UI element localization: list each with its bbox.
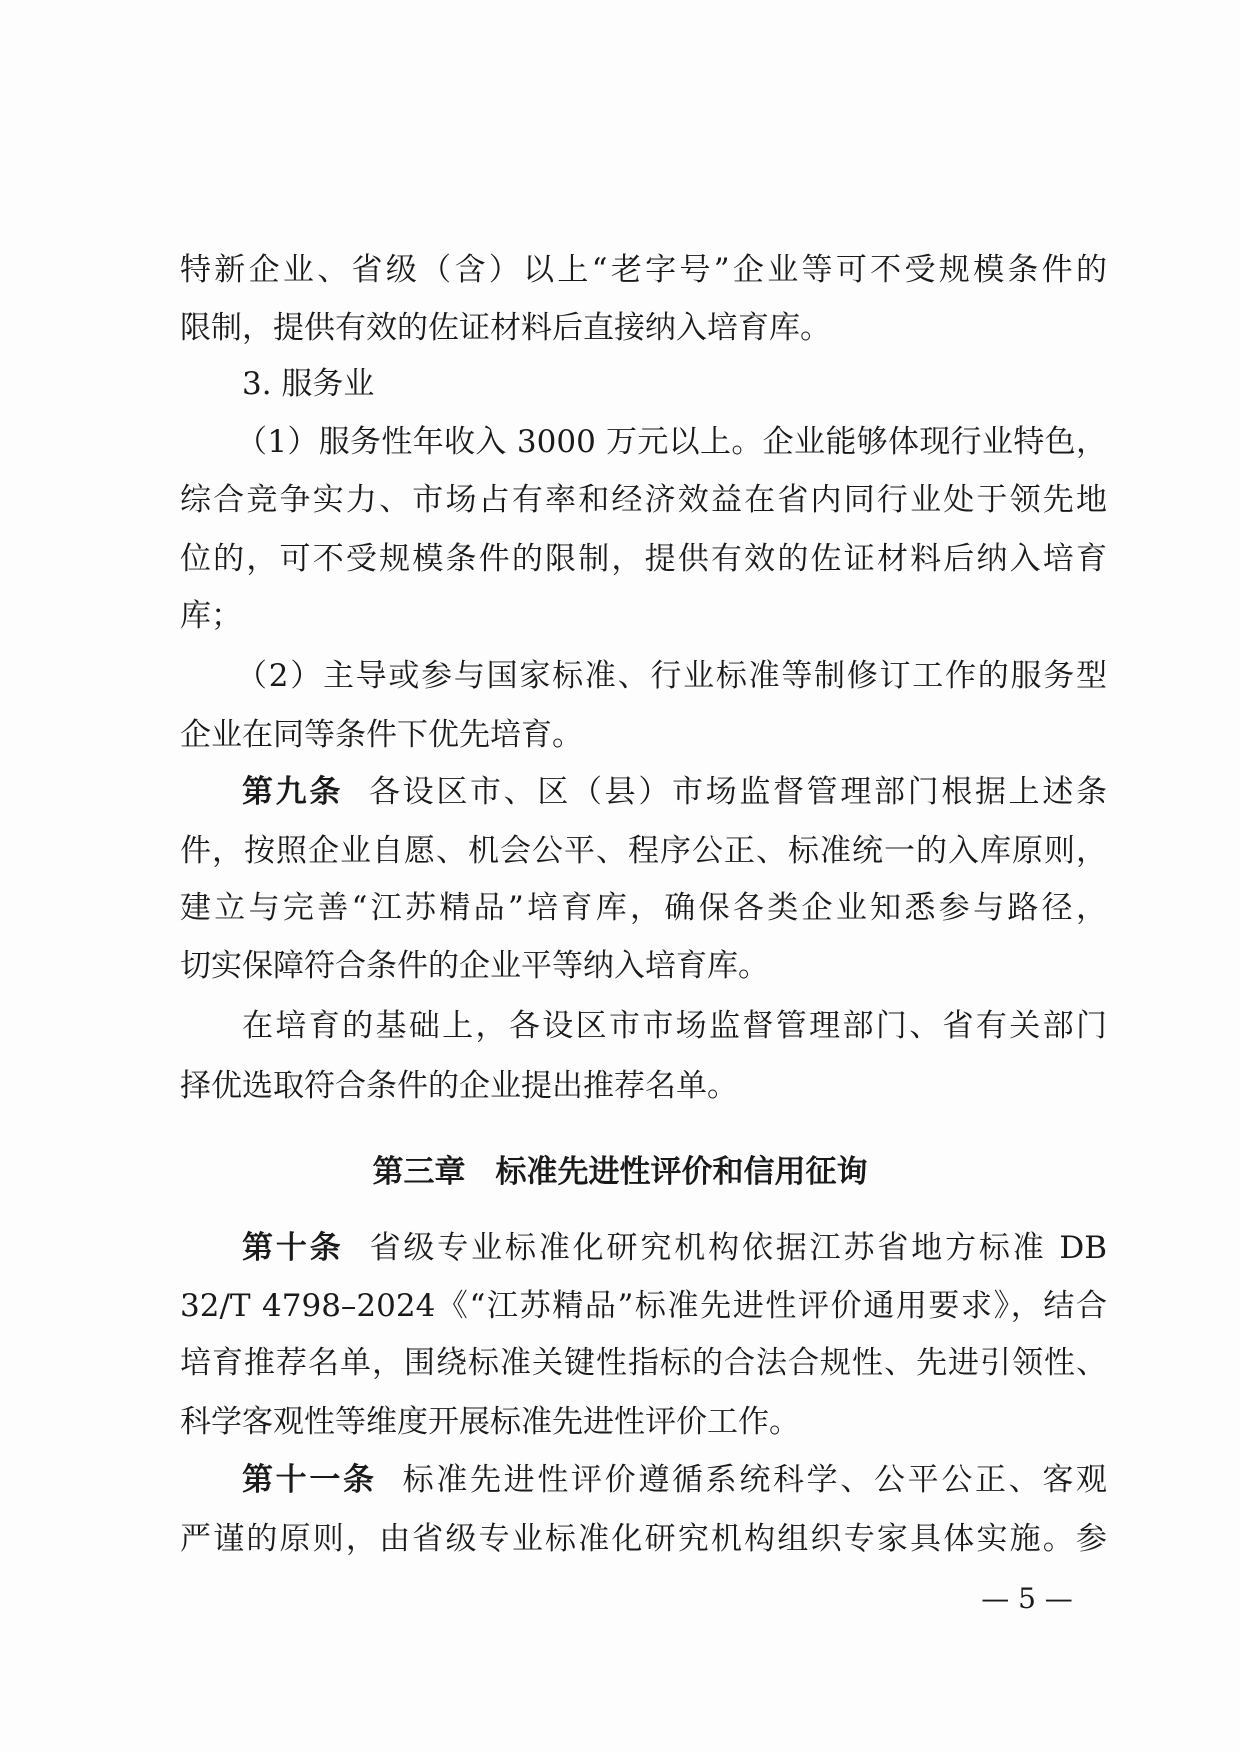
text-line [180, 946, 1107, 986]
article-label: 第九条 [242, 774, 343, 810]
line-text: （1）服务性年收入 3000 万元以上。企业能够体现行业特色， [236, 424, 1107, 460]
text-line [180, 1519, 1107, 1559]
chapter-number: 第三章 [372, 1154, 466, 1190]
text-line [180, 888, 1107, 928]
text-line [242, 1228, 1107, 1268]
text-line [180, 831, 1107, 871]
line-text: 严谨的原则，由省级专业标准化研究机构组织专家具体实施。参 [180, 1521, 1107, 1557]
line-text: 3. 服务业 [242, 366, 375, 402]
line-text: 培育推荐名单，围绕标准关键性指标的合法合规性、先进引领性、 [180, 1345, 1107, 1381]
line-text: 择优选取符合条件的企业提出推荐名单。 [180, 1068, 738, 1104]
text-line [180, 1066, 1107, 1106]
text-line [236, 422, 1107, 462]
line-text: 科学客观性等维度开展标准先进性评价工作。 [180, 1404, 800, 1440]
text-line [242, 1006, 1107, 1046]
line-text: 综合竞争实力、市场占有率和经济效益在省内同行业处于领先地 [180, 482, 1107, 518]
chapter-heading [0, 1146, 1240, 1191]
text-line [180, 596, 1107, 636]
text-line [180, 250, 1107, 290]
line-text: 标准先进性评价遵循系统科学、公平公正、客观 [402, 1462, 1107, 1498]
text-line [236, 656, 1107, 696]
line-text: 在培育的基础上，各设区市市场监督管理部门、省有关部门 [242, 1008, 1107, 1044]
line-text: 企业在同等条件下优先培育。 [180, 717, 583, 753]
chapter-title: 标准先进性评价和信用征询 [495, 1154, 868, 1190]
page-number: — 5 — [981, 1582, 1073, 1615]
line-text: 建立与完善“江苏精品”培育库，确保各类企业知悉参与路径， [180, 890, 1107, 926]
article-label: 第十条 [242, 1230, 344, 1266]
text-line [180, 715, 1107, 755]
line-text: 各设区市、区（县）市场监督管理部门根据上述条 [369, 774, 1107, 810]
line-text: 32/T 4798–2024《“江苏精品”标准先进性评价通用要求》，结合 [180, 1288, 1107, 1324]
line-text: （2）主导或参与国家标准、行业标准等制修订工作的服务型 [236, 658, 1107, 694]
text-line [180, 1402, 1107, 1442]
line-text: 件，按照企业自愿、机会公平、程序公正、标准统一的入库原则， [180, 833, 1107, 869]
line-text: 位的，可不受规模条件的限制，提供有效的佐证材料后纳入培育 [180, 541, 1107, 577]
text-line [180, 1286, 1107, 1326]
text-line [242, 772, 1107, 812]
line-text: 库； [180, 598, 242, 634]
line-text: 省级专业标准化研究机构依据江苏省地方标准 DB [369, 1230, 1107, 1266]
article-label: 第十一条 [242, 1462, 377, 1498]
text-line [180, 308, 1107, 348]
line-text: 切实保障符合条件的企业平等纳入培育库。 [180, 948, 769, 984]
text-line [180, 539, 1107, 579]
line-text: 特新企业、省级（含）以上“老字号”企业等可不受规模条件的 [180, 252, 1107, 288]
line-text: 限制，提供有效的佐证材料后直接纳入培育库。 [180, 310, 831, 346]
text-line [180, 480, 1107, 520]
text-line [180, 1343, 1107, 1383]
text-line [242, 1460, 1107, 1500]
text-line [242, 364, 1107, 404]
